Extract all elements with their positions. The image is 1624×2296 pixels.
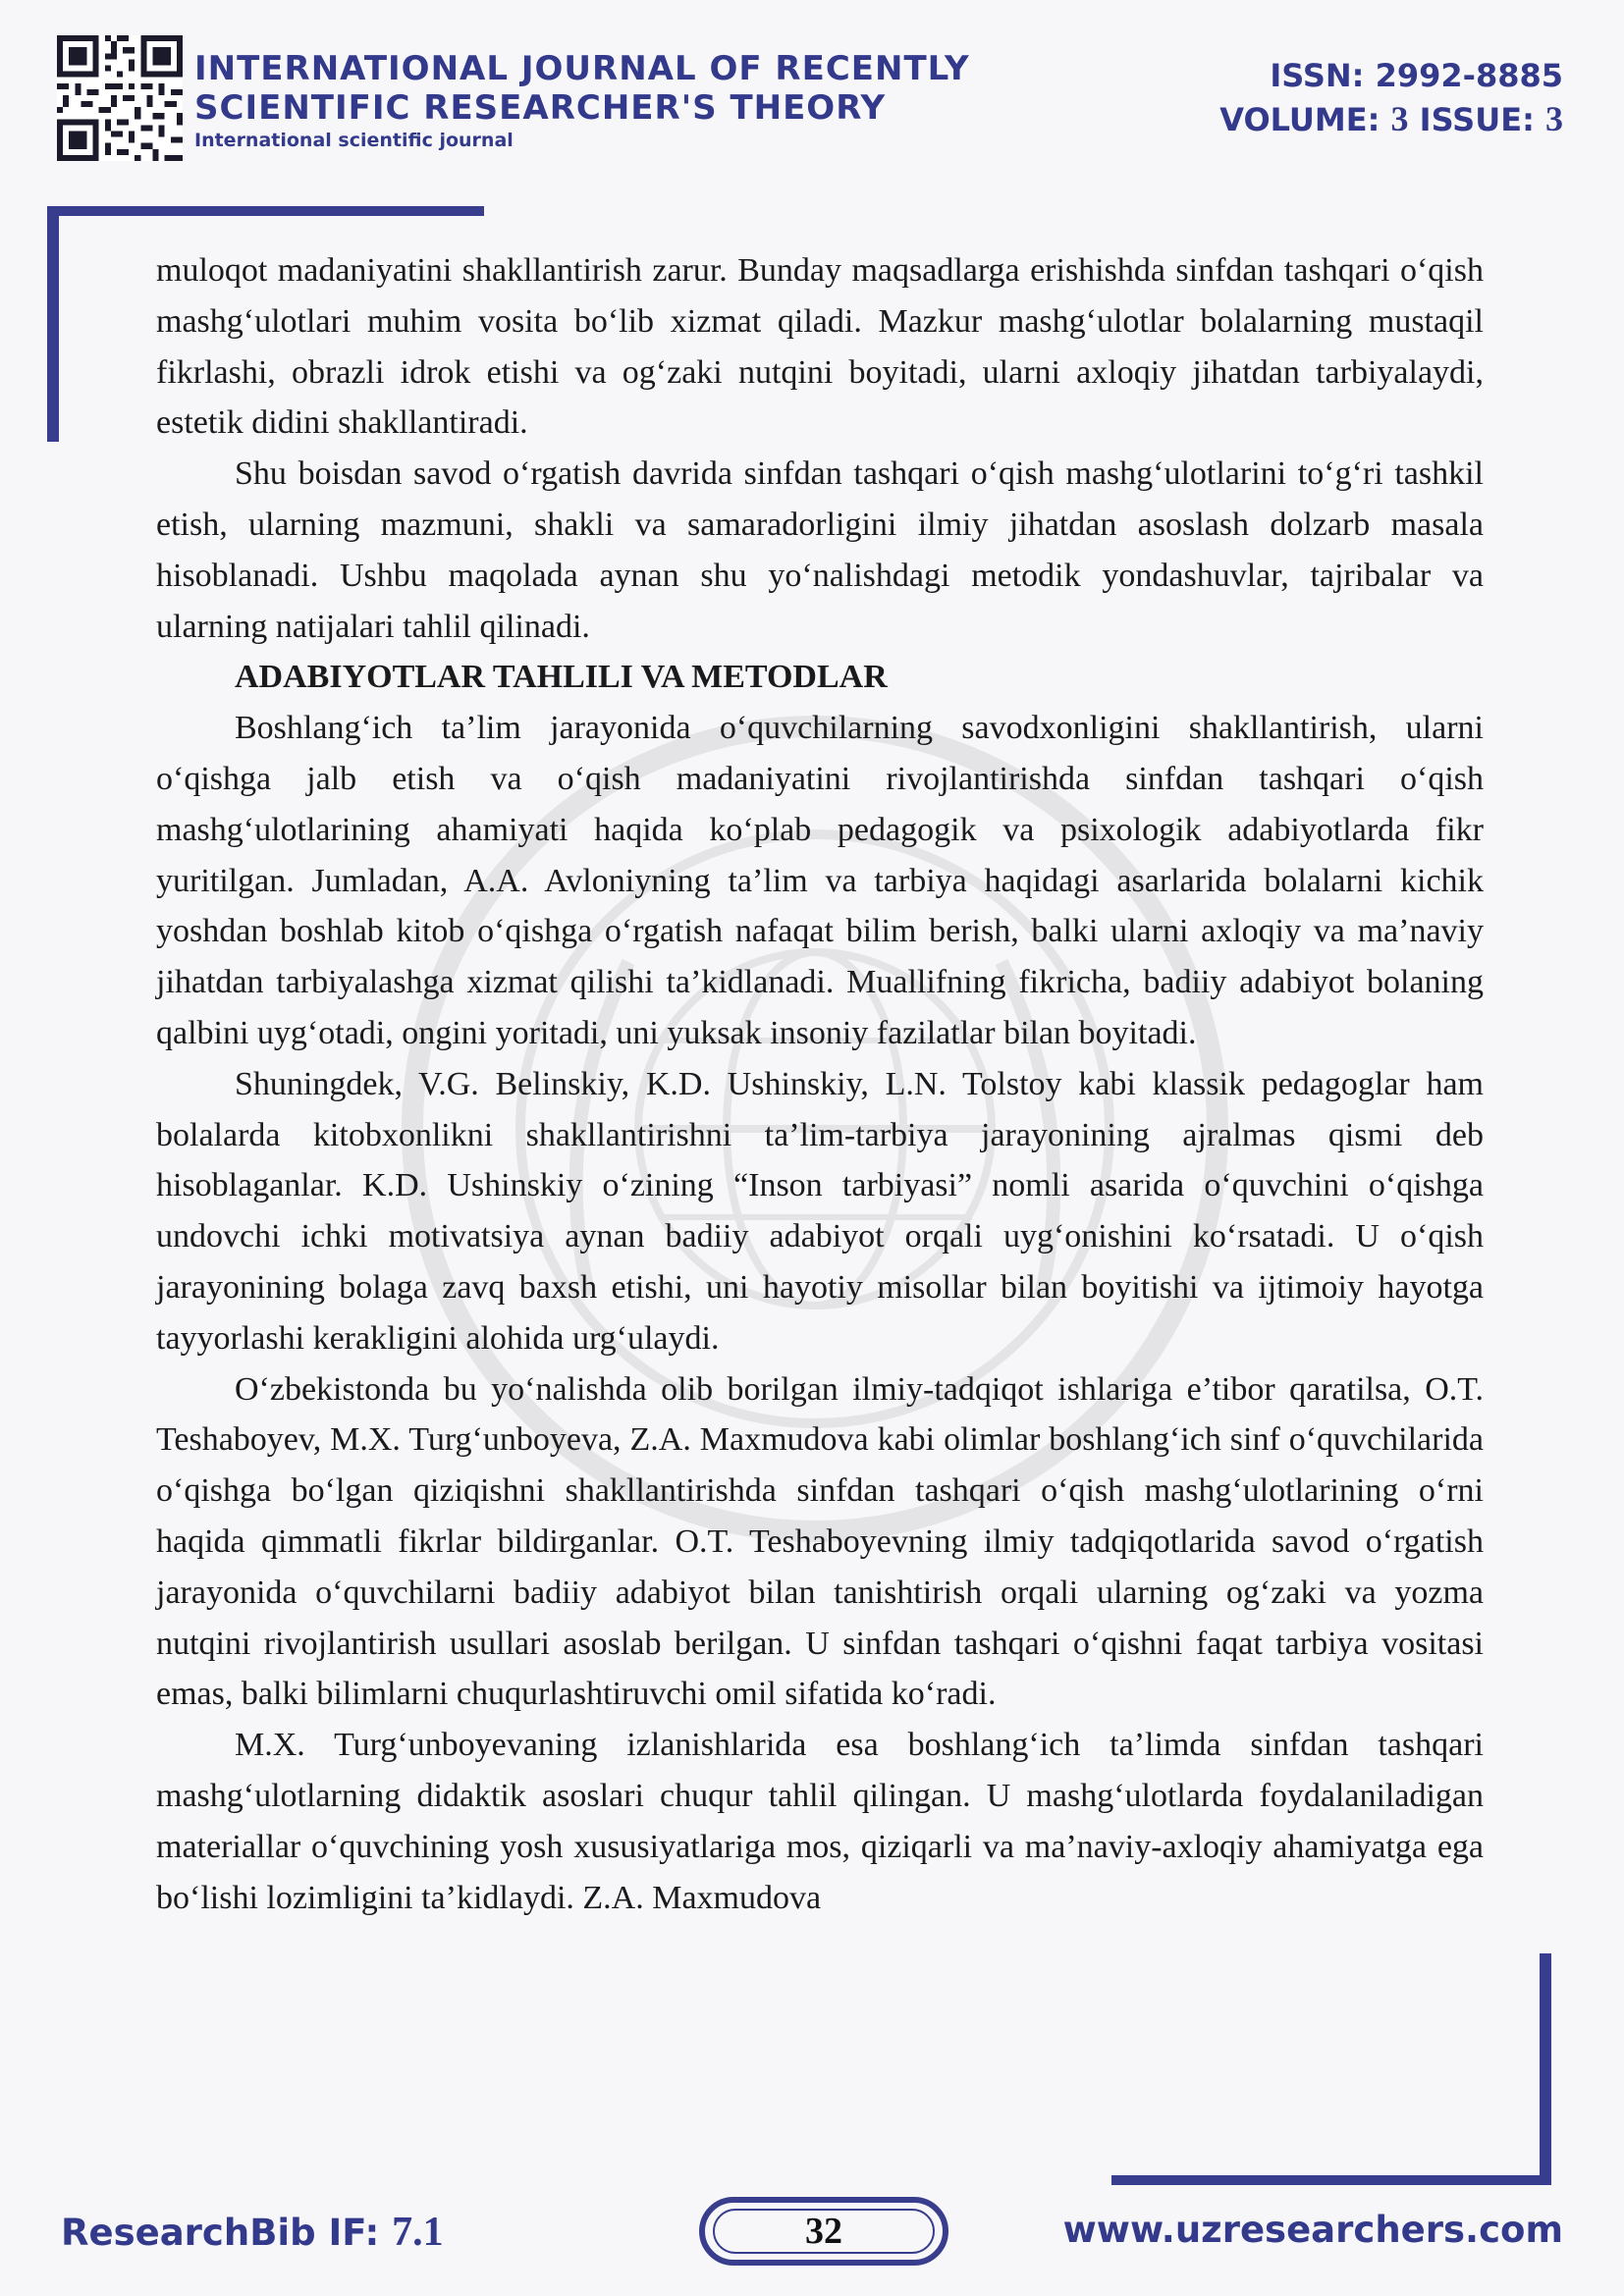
frame-bottom-horizontal xyxy=(1111,2175,1551,2185)
journal-title-line2: SCIENTIFIC RESEARCHER'S THEORY xyxy=(194,88,887,128)
section-heading: ADABIYOTLAR TAHLILI VA METODLAR xyxy=(235,659,888,696)
paragraph-3: Boshlang‘ich ta’lim jarayonida o‘quvchilarning savodxonligini shakllantirish, ularni o‘qishga jalb etish va o‘qish madaniyatini rivojlantirishda sinfdan tashqari o‘qish mashg‘ulotlarining ahamiyati haqida ko‘plab pedagogik va psixologik adabiyotlarda fikr yuritilgan. Jumladan, A.A. Avloniyning ta’lim va tarbiya haqidagi asarlarida bolalarni kichik yoshdan boshlab kitob o‘qishga o‘rgatish nafaqat bilim berish, balki ularni axloqiy va ma’naviy jihatdan tarbiyalashga xizmat qilishi ta’kidlanadi. Muallifning fikricha, badiiy adabiyot bolaning qalbini uyg‘otadi, ongini yoritadi, uni yuksak insoniy fazilatlar bilan boyitadi. xyxy=(156,710,1484,1051)
frame-bottom-vertical xyxy=(1540,1953,1551,2185)
journal-title xyxy=(194,49,970,153)
frame-top-vertical xyxy=(47,206,59,442)
issn-volume-block xyxy=(1219,54,1563,141)
issue-label: ISSUE: xyxy=(1419,101,1535,138)
journal-title-line1: INTERNATIONAL JOURNAL OF RECENTLY xyxy=(194,49,970,88)
volume-value: 3 xyxy=(1390,99,1409,138)
paragraph-6: M.X. Turg‘unboyevaning izlanishlarida esa boshlang‘ich ta’limda sinfdan tashqari mashg‘ulotlarning didaktik asoslari chuqur tahlil qilingan. U mashg‘ulotlarda foydalaniladigan materiallar o‘quvchining yosh xususiyatlariga mos, qiziqarli va ma’naviy-axloqiy ahamiyatga ega bo‘lishi lozimligini ta’kidlaydi. Z.A. Maxmudova xyxy=(156,1727,1484,1916)
impact-factor-label: ResearchBib IF: xyxy=(61,2212,380,2254)
qr-code-icon xyxy=(57,35,183,161)
issue-value: 3 xyxy=(1545,99,1563,138)
article-body xyxy=(156,245,1484,1923)
impact-factor xyxy=(61,2209,444,2256)
page-number: 32 xyxy=(713,2209,935,2254)
volume-label: VOLUME: xyxy=(1219,101,1380,138)
page-number-badge xyxy=(699,2197,948,2266)
website-link[interactable]: www.uzresearchers.com xyxy=(1062,2209,1563,2251)
paragraph-2: Shu boisdan savod o‘rgatish davrida sinfdan tashqari o‘qish mashg‘ulotlarini to‘g‘ri tashkil etish, ularning mazmuni, shakli va samaradorligini ilmiy jihatdan asoslash dolzarb masala hisoblanadi. Ushbu maqolada aynan shu yo‘nalishdagi metodik yondashuvlar, tajribalar va ularning natijalari tahlil qilinadi. xyxy=(156,455,1484,645)
impact-factor-value: 7.1 xyxy=(392,2210,444,2255)
issn-label: ISSN: 2992-8885 xyxy=(1270,57,1563,94)
paragraph-1: muloqot madaniyatini shakllantirish zarur. Bunday maqsadlarga erishishda sinfdan tashqari o‘qish mashg‘ulotlari muhim vosita bo‘lib xizmat qiladi. Mazkur mashg‘ulotlar bolalarning mustaqil fikrlashi, obrazli idrok etishi va og‘zaki nutqini boyitadi, ularni axloqiy jihatdan tarbiyalaydi, estetik didini shakllantiradi. xyxy=(156,252,1484,442)
paragraph-5: O‘zbekistonda bu yo‘nalishda olib borilgan ilmiy-tadqiqot ishlariga e’tibor qaratilsa, O.T. Teshaboyev, M.X. Turg‘unboyeva, Z.A. Maxmudova kabi olimlar boshlang‘ich sinf o‘quvchilarida o‘qishga bo‘lgan qiziqishni shakllantirishda sinfdan tashqari o‘qish mashg‘ulotlarining o‘rni haqida qimmatli fikrlar bildirganlar. O.T. Teshaboyevning ilmiy tadqiqotlarida savod o‘rgatish jarayonida o‘quvchilarni badiiy adabiyot bilan tanishtirish orqali ularning og‘zaki va yozma nutqini rivojlantirish usullari asoslab berilgan. U sinfdan tashqari o‘qishni faqat tarbiya vositasi emas, balki bilimlarni chuqurlashtiruvchi omil sifatida ko‘radi. xyxy=(156,1370,1484,1713)
paragraph-4: Shuningdek, V.G. Belinskiy, K.D. Ushinskiy, L.N. Tolstoy kabi klassik pedagoglar ham bolalarda kitobxonlikni shakllantirishni ta’lim-tarbiya jarayonining ajralmas qismi deb hisoblaganlar. K.D. Ushinskiy o‘zining “Inson tarbiyasi” nomli asarida o‘quvchini o‘qishga undovchi ichki motivatsiya aynan badiiy adabiyot orqali uyg‘onishini ko‘rsatadi. U o‘qish jarayonining bolaga zavq baxsh etishi, uni hayotiy misollar bilan boyitishi va ijtimoiy hayotga tayyorlashi kerakligini alohida urg‘ulaydi. xyxy=(156,1065,1484,1357)
frame-top-horizontal xyxy=(47,206,484,216)
journal-subtitle: International scientific journal xyxy=(194,130,514,151)
volume-issue-line xyxy=(1219,97,1563,141)
